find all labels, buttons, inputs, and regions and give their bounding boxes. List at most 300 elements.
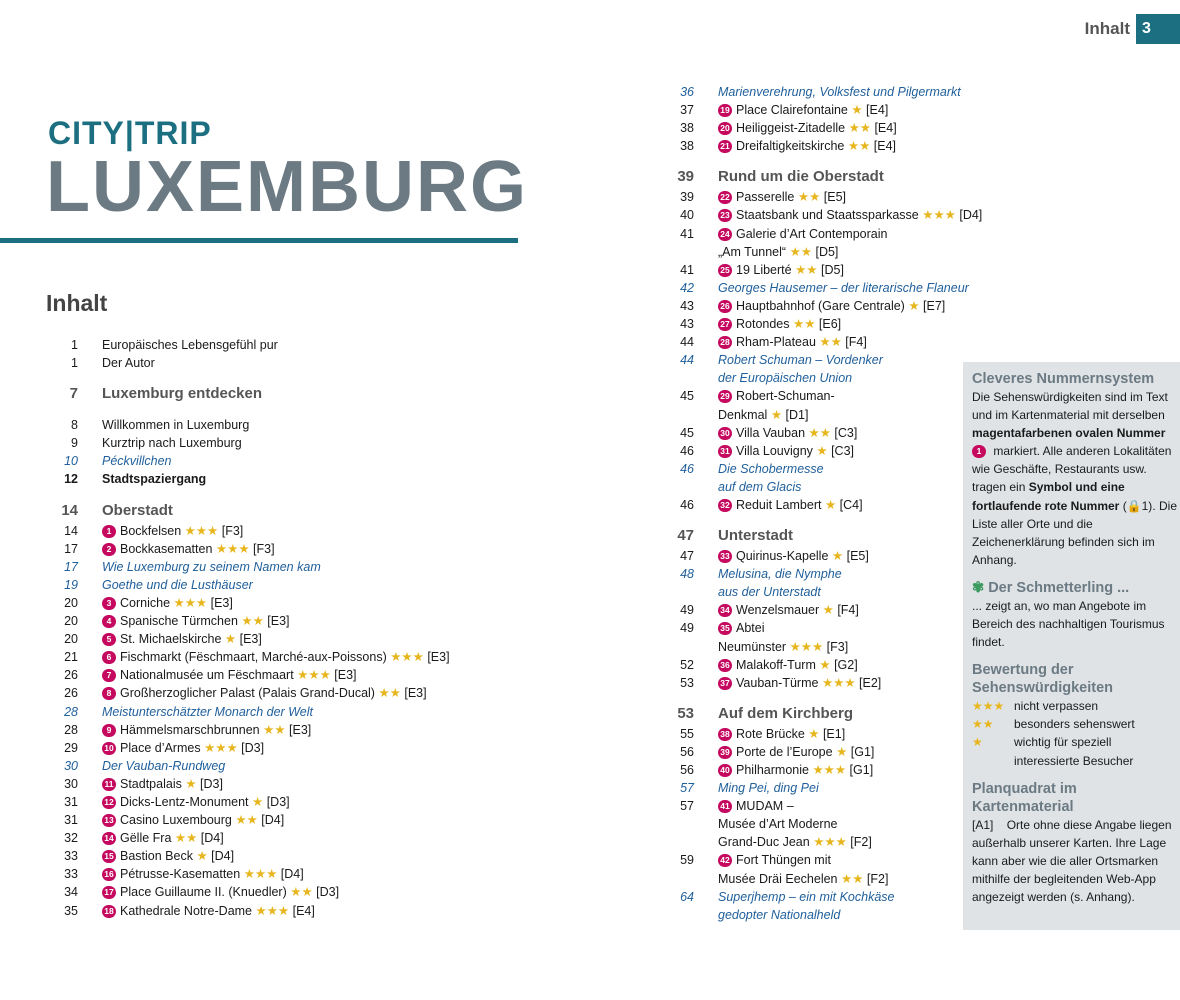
toc-entry-text: 22 Passerelle ★★ [E5] (718, 188, 846, 206)
rating-legend (972, 697, 1177, 769)
toc-entry (46, 847, 516, 865)
toc-right-column (662, 83, 983, 924)
toc-entry (662, 243, 962, 261)
toc-page-number: 56 (680, 744, 694, 759)
number-badge: 5 (102, 633, 116, 646)
rating-stars: ★★★ (390, 650, 424, 665)
toc-entry-text: 39 Porte de l’Europe ★ [G1] (718, 743, 874, 761)
toc-entry-text: 10 Place d’Armes ★★★ [D3] (102, 739, 264, 757)
toc-page-number: 31 (64, 794, 78, 809)
toc-page-number: 45 (680, 425, 694, 440)
toc-entry (662, 478, 962, 496)
rating-description: besonders sehenswert (1014, 717, 1135, 732)
toc-entry (662, 206, 983, 224)
nummern-title: Cleveres Nummernsystem (972, 371, 1155, 387)
toc-section-heading (662, 525, 962, 547)
toc-entry-text: 6 Fischmarkt (Fëschmaart, Marché-aux-Poissons) ★★★ [E3] (102, 648, 450, 666)
toc-entry (46, 793, 516, 811)
toc-page-number: 33 (64, 867, 78, 882)
toc-entry-text: 2 Bockkasematten ★★★ [F3] (102, 540, 275, 558)
toc-page-number: 12 (64, 472, 78, 487)
toc-page-number: 8 (71, 418, 78, 433)
toc-entry (662, 119, 962, 137)
toc-page-number: 17 (64, 559, 78, 574)
rating-stars: ★ (972, 735, 983, 750)
toc-page-number: 20 (64, 632, 78, 647)
toc-entry-text: Musée Dräi Eechelen ★★ [F2] (718, 871, 889, 886)
toc-entry (46, 883, 516, 901)
toc-entry-text: Melusina, die Nymphe (718, 567, 842, 582)
rating-stars: ★ (819, 657, 831, 672)
toc-entry (662, 725, 962, 743)
rating-stars: ★★★ (922, 208, 956, 223)
toc-entry-text: Meistunterschätzter Monarch der Welt (102, 704, 313, 719)
toc-entry (46, 540, 516, 558)
page-number: 3 (1136, 14, 1180, 44)
toc-page-number: 10 (64, 454, 78, 469)
toc-entry (46, 829, 516, 847)
rating-stars: ★★★ (812, 763, 847, 777)
toc-entry-text: Wie Luxemburg zu seinem Namen kam (102, 559, 321, 574)
toc-entry-text: Neumünster ★★★ [F3] (718, 639, 849, 654)
toc-entry-text: 25 19 Liberté ★★ [D5] (718, 261, 844, 279)
toc-entry (662, 547, 962, 565)
toc-title: Inhalt (46, 290, 108, 316)
toc-page-number: 42 (680, 280, 694, 295)
toc-entry-text: Der Autor (102, 356, 155, 371)
toc-entry (662, 583, 962, 601)
toc-entry-text: 4 Spanische Türmchen ★★ [E3] (102, 612, 290, 630)
toc-entry (46, 522, 516, 540)
toc-entry-text: 35 Abtei (718, 619, 765, 637)
toc-entry-text: Goethe und die Lusthäuser (102, 577, 253, 592)
rating-stars: ★ (831, 549, 844, 564)
rating-stars: ★★ (378, 686, 401, 701)
number-badge: 3 (102, 597, 116, 610)
rating-stars: ★★★ (204, 740, 238, 755)
rating-stars: ★★ (174, 831, 198, 846)
plan-text: [A1] Orte ohne diese Angabe liegen außerhalb unserer Karten. Ihre Lage kann aber wie die aller Ortsmarken mithilfe der begleitenden Web-App angezeigt werden (s. Anhang). (972, 817, 1172, 904)
header-section-label: Inhalt (1084, 19, 1130, 38)
toc-page-number: 1 (71, 356, 78, 371)
number-badge: 39 (718, 746, 732, 759)
number-badge: 9 (102, 724, 116, 737)
toc-entry-text: Robert Schuman – Vordenker (718, 353, 883, 368)
toc-entry-text: 9 Hämmelsmarschbrunnen ★★ [E3] (102, 721, 311, 739)
toc-entry-text: Luxemburg entdecken (102, 385, 263, 403)
toc-page-number: 1 (71, 338, 78, 352)
toc-entry-text: Georges Hausemer – der literarische Flaneur (718, 280, 969, 295)
number-badge: 29 (718, 390, 732, 403)
toc-page-number: 49 (680, 621, 694, 636)
rating-stars: ★ (816, 443, 828, 458)
number-badge: 34 (718, 604, 732, 617)
rating-stars: ★ (836, 744, 848, 759)
toc-entry-text: 32 Reduit Lambert ★ [C4] (718, 496, 863, 514)
rating-stars: ★★ (241, 614, 264, 629)
toc-entry (662, 351, 962, 369)
toc-section-heading (662, 166, 962, 188)
toc-entry (662, 387, 962, 405)
toc-entry (662, 833, 962, 851)
toc-page-number: 30 (64, 758, 78, 773)
rating-stars: ★★★ (255, 903, 290, 918)
rating-stars: ★ (196, 849, 208, 864)
rating-stars: ★★ (793, 317, 816, 332)
toc-entry (46, 594, 516, 612)
number-badge: 35 (718, 622, 732, 635)
toc-entry-text: 27 Rotondes ★★ [E6] (718, 315, 841, 333)
rating-stars: ★★★ (813, 835, 847, 850)
toc-page-number: 28 (64, 704, 78, 719)
rating-stars: ★★★ (821, 675, 856, 690)
toc-entry-text: 3 Corniche ★★★ [E3] (102, 594, 233, 612)
toc-entry-text: 16 Pétrusse-Kasematten ★★★ [D4] (102, 865, 304, 883)
number-badge: 16 (102, 868, 116, 881)
toc-entry-text: aus der Unterstadt (718, 585, 821, 600)
rating-stars: ★ (185, 776, 197, 791)
toc-page-number: 32 (64, 831, 78, 846)
toc-entry-text: 40 Philharmonie ★★★ [G1] (718, 761, 873, 779)
bewertung-title: Bewertung der Sehenswürdigkeiten (972, 662, 1114, 697)
number-badge: 8 (102, 687, 116, 700)
toc-entry-text: 33 Quirinus-Kapelle ★ [E5] (718, 547, 869, 565)
toc-page-number: 20 (64, 595, 78, 610)
toc-entry-text: 7 Nationalmusée um Fëschmaart ★★★ [E3] (102, 666, 357, 684)
rating-stars: ★★★ (215, 541, 250, 556)
number-badge: 13 (102, 814, 116, 827)
toc-page-number: 20 (64, 614, 78, 629)
toc-page-number: 59 (680, 853, 694, 868)
toc-page-number: 41 (680, 226, 694, 241)
number-badge: 2 (102, 543, 116, 556)
rating-description: nicht verpassen (1014, 699, 1099, 714)
schmetterling-text: ... zeigt an, wo man Angebote im Bereich des nachhaltigen Tourismus findet. (972, 598, 1165, 650)
toc-entry (662, 674, 962, 692)
number-badge: 40 (718, 764, 732, 777)
number-badge: 28 (718, 336, 732, 349)
toc-entry (662, 619, 962, 637)
rating-stars: ★ (908, 298, 920, 313)
toc-entry-text: 8 Großherzoglicher Palast (Palais Grand-Ducal) ★★ [E3] (102, 684, 427, 702)
toc-page-number: 21 (64, 650, 78, 665)
toc-entry (662, 442, 962, 460)
number-badge: 26 (718, 300, 732, 313)
toc-page-number: 39 (680, 190, 694, 205)
toc-page-number: 47 (677, 527, 694, 545)
running-header (1085, 14, 1180, 44)
toc-page-number: 17 (64, 541, 78, 556)
toc-entry (46, 865, 516, 883)
toc-page-number: 35 (64, 903, 78, 918)
toc-entry (46, 630, 516, 648)
toc-entry-text: 29 Robert-Schuman- (718, 387, 835, 405)
rating-legend-row (972, 697, 1177, 715)
toc-entry-text: 26 Hauptbahnhof (Gare Centrale) ★ [E7] (718, 297, 945, 315)
toc-page-number: 55 (680, 726, 694, 741)
toc-section-heading (662, 703, 962, 725)
brand-rule (0, 238, 518, 243)
number-badge: 1 (102, 525, 116, 538)
toc-entry-text: 18 Kathedrale Notre-Dame ★★★ [E4] (102, 902, 315, 920)
toc-entry (662, 460, 962, 478)
toc-entry (46, 721, 516, 739)
toc-entry (46, 775, 516, 793)
toc-entry-text: Ming Pei, ding Pei (718, 781, 819, 796)
toc-entry-text: Denkmal ★ [D1] (718, 407, 809, 422)
rating-stars: ★★ (789, 244, 812, 259)
toc-page-number: 49 (680, 603, 694, 618)
toc-entry (662, 638, 962, 656)
toc-page-number: 36 (680, 85, 694, 99)
toc-entry-text: 12 Dicks-Lentz-Monument ★ [D3] (102, 793, 290, 811)
toc-entry-text: 30 Villa Vauban ★★ [C3] (718, 424, 857, 442)
rating-stars: ★★ (972, 717, 994, 732)
info-sidebar-content (972, 370, 1177, 906)
toc-entry-text: 14 Gëlle Fra ★★ [D4] (102, 829, 224, 847)
toc-entry-text: 15 Bastion Beck ★ [D4] (102, 847, 234, 865)
toc-page-number: 14 (61, 501, 78, 519)
toc-page-number: 34 (64, 885, 78, 900)
rating-stars: ★★★ (173, 595, 208, 610)
butterfly-icon: ✾ (972, 579, 985, 596)
number-badge: 24 (718, 228, 732, 241)
number-badge: 37 (718, 677, 732, 690)
number-badge: 36 (718, 659, 732, 672)
toc-page-number: 46 (680, 461, 694, 476)
toc-entry-text: auf dem Glacis (718, 479, 802, 494)
toc-entry-text: 24 Galerie d’Art Contemporain (718, 225, 887, 243)
toc-entry-text: 28 Rham-Plateau ★★ [F4] (718, 333, 867, 351)
toc-entry (662, 565, 962, 583)
toc-page-number: 45 (680, 389, 694, 404)
toc-page-number: 52 (680, 657, 694, 672)
number-badge: 11 (102, 778, 116, 791)
toc-entry (662, 870, 962, 888)
toc-entry-text: „Am Tunnel“ ★★ [D5] (718, 244, 839, 259)
toc-page-number: 28 (64, 722, 78, 737)
toc-entry (46, 684, 516, 702)
toc-page-number: 46 (680, 497, 694, 512)
number-badge: 38 (718, 728, 732, 741)
toc-page-number: 26 (64, 668, 78, 683)
brand-series: CITY|TRIP (48, 115, 212, 151)
rating-stars: ★★★ (789, 639, 824, 654)
number-badge: 41 (718, 800, 732, 813)
toc-entry (46, 739, 516, 757)
toc-entry-text: 19 Place Clairefontaine ★ [E4] (718, 101, 888, 119)
toc-page-number: 57 (680, 799, 694, 814)
toc-page-number: 44 (680, 353, 694, 368)
rating-stars: ★★ (808, 425, 831, 440)
number-badge: 30 (718, 427, 732, 440)
toc-entry (46, 666, 516, 684)
toc-entry-text: Unterstadt (718, 527, 794, 545)
toc-page-number: 39 (677, 168, 694, 186)
rating-legend-row (972, 733, 1177, 751)
number-badge: 27 (718, 318, 732, 331)
rating-stars: ★★ (841, 871, 864, 886)
toc-entry (662, 315, 962, 333)
toc-entry (662, 137, 962, 155)
toc-entry (662, 188, 962, 206)
rating-description: wichtig für speziell (1014, 735, 1112, 750)
toc-page-number: 31 (64, 813, 78, 828)
toc-entry-text: der Europäischen Union (718, 371, 853, 386)
toc-left-column (46, 336, 516, 920)
toc-page-number: 43 (680, 317, 694, 332)
toc-entry-text: 37 Vauban-Türme ★★★ [E2] (718, 674, 881, 692)
rating-stars: ★ (851, 103, 863, 118)
toc-entry (662, 333, 962, 351)
toc-entry (662, 261, 962, 279)
toc-entry-text: Auf dem Kirchberg (718, 704, 854, 722)
toc-entry (662, 101, 962, 119)
number-badge: 14 (102, 832, 116, 845)
toc-entry (46, 354, 516, 372)
toc-entry (46, 811, 516, 829)
toc-entry-text: 23 Staatsbank und Staatssparkasse ★★★ [D4] (718, 206, 982, 224)
number-badge: 12 (102, 796, 116, 809)
toc-entry-text: Die Schobermesse (718, 461, 824, 476)
toc-page-number: 14 (64, 523, 78, 538)
rating-stars: ★★ (848, 121, 871, 136)
toc-entry-text: Grand-Duc Jean ★★★ [F2] (718, 835, 872, 850)
rating-legend-row (972, 752, 1177, 770)
toc-entry-text: 1 Bockfelsen ★★★ [F3] (102, 522, 243, 540)
rating-stars: ★★★ (243, 867, 278, 882)
number-badge: 17 (102, 886, 116, 899)
toc-entry (662, 424, 962, 442)
toc-entry (662, 83, 962, 101)
toc-entry (662, 496, 962, 514)
toc-section-heading (46, 383, 516, 405)
number-badge: 31 (718, 445, 732, 458)
number-badge: 22 (718, 191, 732, 204)
toc-entry (46, 434, 516, 452)
toc-entry (46, 576, 516, 594)
toc-page-number: 30 (64, 776, 78, 791)
toc-page-number: 19 (64, 577, 78, 592)
rating-legend-row (972, 715, 1177, 733)
schmetterling-title: ✾ Der Schmetterling ... (972, 579, 1130, 596)
toc-entry (662, 369, 962, 387)
number-badge: 4 (102, 615, 116, 628)
toc-entry (662, 815, 962, 833)
toc-entry-text: Europäisches Lebensgefühl pur (102, 338, 278, 352)
toc-page-number: 26 (64, 686, 78, 701)
toc-entry-text: 36 Malakoff-Turm ★ [G2] (718, 656, 858, 674)
toc-entry (46, 336, 516, 354)
toc-entry (46, 902, 516, 920)
rating-stars: ★ (822, 603, 834, 618)
toc-page-number: 9 (71, 436, 78, 451)
toc-entry-text: 21 Dreifaltigkeitskirche ★★ [E4] (718, 137, 896, 155)
rating-stars: ★★★ (972, 699, 1005, 714)
toc-page-number: 33 (64, 849, 78, 864)
toc-page-number: 47 (680, 549, 694, 564)
toc-entry-text: Oberstadt (102, 501, 173, 519)
number-badge: 25 (718, 264, 732, 277)
toc-entry-text: Péckvillchen (102, 454, 172, 469)
toc-page-number: 40 (680, 208, 694, 223)
toc-page-number: 53 (677, 704, 694, 722)
toc-entry-text: 42 Fort Thüngen mit (718, 851, 831, 869)
toc-entry (46, 558, 516, 576)
number-badge: 21 (718, 140, 732, 153)
rating-stars: ★★ (263, 722, 286, 737)
rating-stars: ★★ (847, 139, 871, 154)
toc-page-number: 41 (680, 262, 694, 277)
toc-entry-text: Willkommen in Luxemburg (102, 418, 250, 433)
toc-page-number: 37 (680, 103, 694, 118)
toc-entry-text: Musée d’Art Moderne (718, 817, 838, 832)
toc-page-number: 56 (680, 763, 694, 777)
rating-stars: ★★★ (297, 668, 331, 683)
toc-entry (662, 851, 962, 869)
rating-stars: ★ (808, 726, 820, 741)
toc-entry-text: 17 Place Guillaume II. (Knuedler) ★★ [D3] (102, 883, 339, 901)
toc-page-number: 53 (680, 675, 694, 690)
toc-entry (46, 703, 516, 721)
rating-stars: ★ (770, 407, 783, 422)
toc-entry (46, 416, 516, 434)
toc-entry (662, 656, 962, 674)
toc-entry (662, 761, 962, 779)
toc-entry (662, 906, 962, 924)
rating-stars: ★★ (235, 813, 258, 828)
toc-entry-text: 38 Rote Brücke ★ [E1] (718, 725, 845, 743)
toc-page-number: 64 (680, 889, 694, 904)
number-badge: 15 (102, 850, 116, 863)
rating-stars: ★★★ (184, 523, 219, 538)
toc-entry-text: 41 MUDAM – (718, 797, 794, 815)
toc-entry (662, 797, 962, 815)
number-badge: 23 (718, 209, 732, 222)
toc-entry-text: Superjhemp – ein mit Kochkäse (718, 889, 895, 904)
rating-stars: ★★ (797, 190, 821, 205)
toc-entry (46, 612, 516, 630)
toc-page-number: 43 (680, 298, 694, 313)
toc-entry-text: 20 Heiliggeist-Zitadelle ★★ [E4] (718, 119, 897, 137)
rating-stars: ★★ (795, 262, 818, 277)
toc-entry-text: 31 Villa Louvigny ★ [C3] (718, 442, 854, 460)
toc-page-number: 29 (64, 740, 78, 755)
toc-entry-text: 11 Stadtpalais ★ [D3] (102, 775, 223, 793)
number-badge: 7 (102, 669, 116, 682)
toc-entry-text: 34 Wenzelsmauer ★ [F4] (718, 601, 859, 619)
toc-entry-text: Rund um die Oberstadt (718, 168, 884, 186)
toc-page-number: 7 (69, 385, 78, 403)
toc-entry (662, 225, 962, 243)
toc-entry-text: Der Vauban-Rundweg (102, 758, 226, 773)
number-badge: 42 (718, 854, 732, 867)
number-badge: 20 (718, 122, 732, 135)
toc-entry-text: 5 St. Michaelskirche ★ [E3] (102, 630, 262, 648)
toc-entry (662, 406, 962, 424)
toc-entry (662, 279, 969, 297)
number-badge: 33 (718, 550, 732, 563)
rating-stars: ★★ (819, 335, 842, 350)
toc-entry (46, 452, 516, 470)
toc-entry (46, 757, 516, 775)
number-badge: 18 (102, 905, 116, 918)
toc-entry-text: Stadtspaziergang (102, 472, 207, 487)
toc-page-number: 57 (680, 781, 694, 796)
plan-title: Planquadrat im Kartenmaterial (972, 780, 1077, 815)
number-badge: 1 (972, 445, 986, 458)
toc-entry (662, 297, 962, 315)
